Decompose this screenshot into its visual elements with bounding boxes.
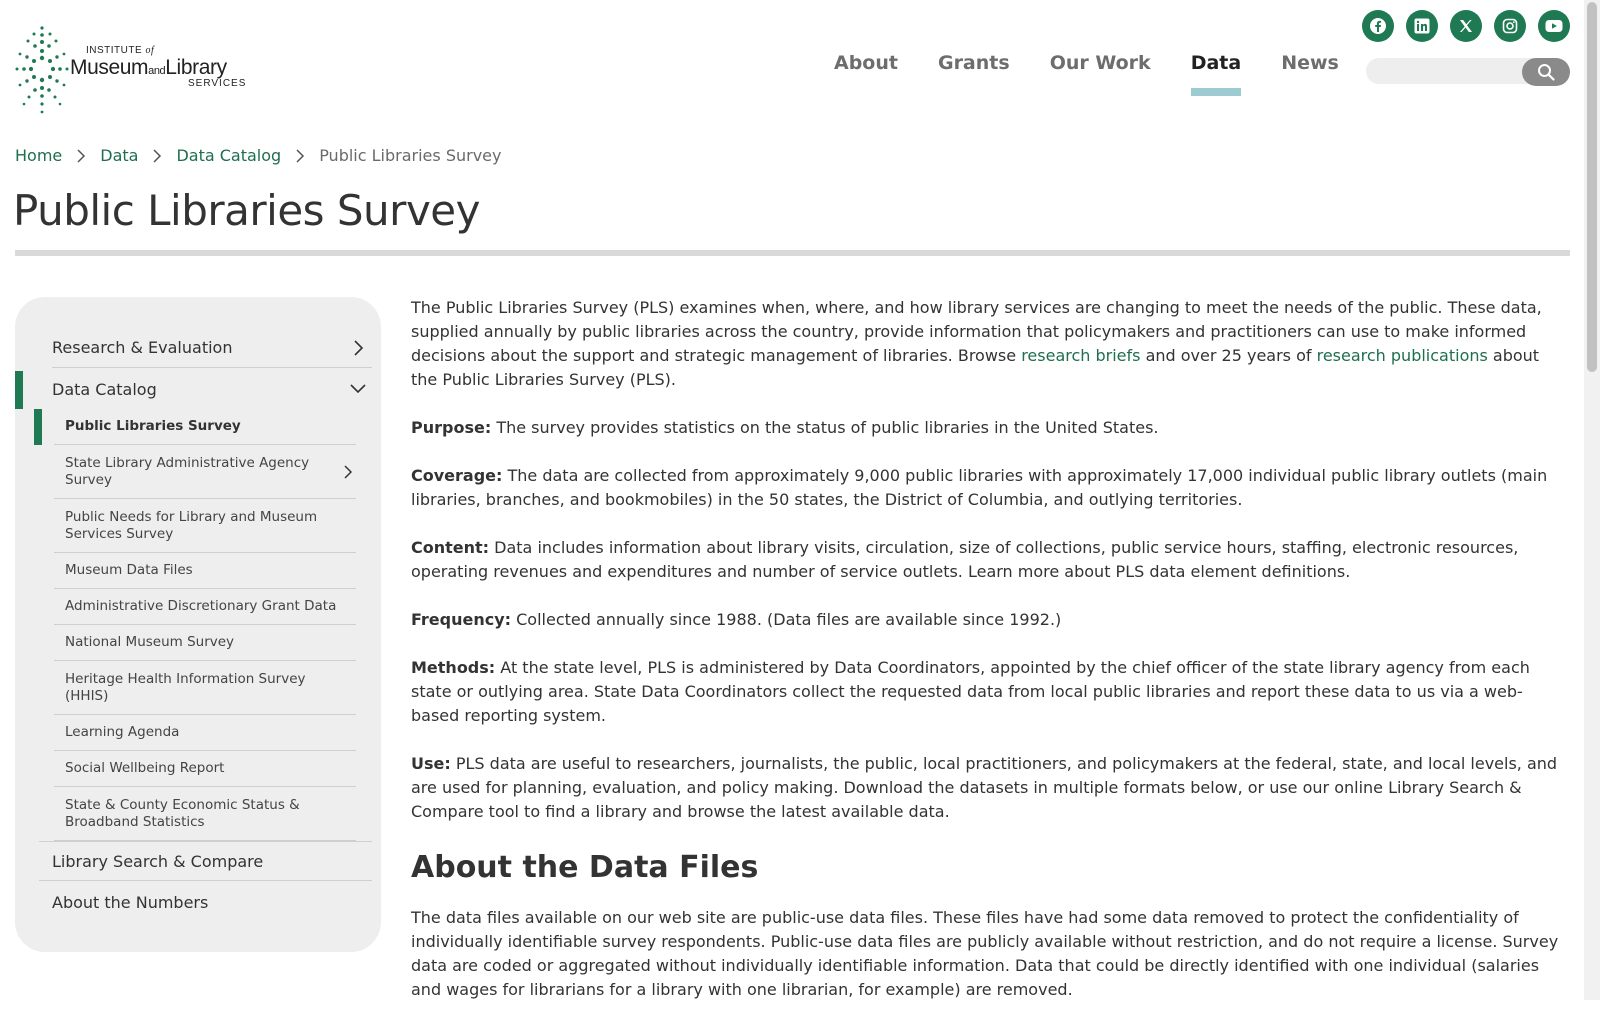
sidebar-item-label: Social Wellbeing Report: [65, 760, 225, 777]
sidebar-subitem-discretionary-grant-data[interactable]: [54, 589, 356, 625]
sidebar-subitem-public-needs-survey[interactable]: [54, 499, 356, 553]
search-button[interactable]: [1522, 58, 1570, 86]
title-divider: [15, 250, 1570, 256]
intro-text: about the Public Libraries Survey (PLS).: [411, 346, 1540, 389]
search-input[interactable]: [1366, 58, 1542, 84]
content-paragraph: [411, 536, 1561, 584]
sidebar-item-label: National Museum Survey: [65, 634, 235, 651]
sidebar-subitem-national-museum-survey[interactable]: [54, 625, 356, 661]
nav-our-work[interactable]: Our Work: [1049, 52, 1151, 74]
sidebar-subitem-learning-agenda[interactable]: [54, 715, 356, 751]
sidebar-subitem-hhis[interactable]: [54, 661, 356, 715]
sidebar-item-research-evaluation[interactable]: [52, 328, 372, 368]
active-section-bar: [15, 371, 23, 409]
purpose-paragraph: [411, 416, 1561, 440]
sidebar-item-label: Learning Agenda: [65, 724, 180, 741]
frequency-paragraph: [411, 608, 1561, 632]
sidebar-subitem-museum-data-files[interactable]: [54, 553, 356, 589]
breadcrumb-home[interactable]: Home: [15, 146, 63, 165]
intro-text: The Public Libraries Survey (PLS) examines when, where, and how library services are changing to meet the needs of the public. These data, supplied annually by public libraries across the country, provide information that policymakers and practitioners can use to make informed decisions about the support and strategic management of libraries. Browse: [411, 298, 1542, 365]
sidebar-subitem-social-wellbeing-report[interactable]: [54, 751, 356, 787]
breadcrumb-current: Public Libraries Survey: [319, 146, 502, 165]
use-text: PLS data are useful to researchers, journalists, the public, local practitioners, and policymakers at the federal, state, and local levels, and are used for planning, evaluation, and policy making. Download the datasets in multiple formats below, or use our online Library Search & Compare tool to find a library and browse the latest available data.: [411, 754, 1558, 821]
sidebar-item-label: Library Search & Compare: [52, 851, 264, 871]
sidebar-item-label: Museum Data Files: [65, 562, 193, 579]
nav-news[interactable]: News: [1281, 52, 1339, 74]
intro-paragraph: [411, 296, 1561, 392]
logo-burst-icon: [14, 24, 74, 116]
main-content: [411, 296, 1561, 1026]
coverage-label: Coverage:: [411, 466, 503, 485]
section-heading-data-files: About the Data Files: [411, 850, 759, 885]
social-links: [1362, 10, 1582, 42]
chevron-down-icon[interactable]: [348, 379, 368, 399]
methods-text: At the state level, PLS is administered by Data Coordinators, appointed by the chief officer of the state library agency from each state or outlying area. State Data Coordinators collect the requested data from local public libraries and report these data to us via a web-based reporting system.: [411, 658, 1530, 725]
sidebar-item-label: Public Needs for Library and Museum Services Survey: [65, 508, 318, 542]
search-icon: [1537, 63, 1555, 81]
methods-label: Methods:: [411, 658, 496, 677]
sidebar-item-label: About the Numbers: [52, 892, 209, 912]
nav-grants[interactable]: Grants: [937, 52, 1010, 74]
breadcrumb-data[interactable]: Data: [100, 146, 139, 165]
nav-data[interactable]: Data: [1191, 52, 1242, 84]
data-files-paragraph: The data files available on our web site are public-use data files. These files have had some data removed to protect the confidentiality of individually identifiable survey respondents. Public-use data files are publicly available without restriction, and do not require a license. Survey data are coded or aggregated without individually identifiable information. Data that could be directly identified with one individual (salaries and wages for librarians for a library with one librarian, for example) are removed.: [411, 908, 1559, 999]
use-label: Use:: [411, 754, 451, 773]
x-icon[interactable]: [1450, 10, 1482, 42]
sidebar-item-about-the-numbers[interactable]: [52, 882, 372, 922]
facebook-icon[interactable]: [1362, 10, 1394, 42]
breadcrumb: [15, 146, 501, 165]
intro-text: and over 25 years of: [1140, 346, 1317, 365]
use-paragraph: [411, 752, 1561, 824]
content-label: Content:: [411, 538, 490, 557]
sidebar-item-data-catalog[interactable]: [52, 369, 372, 409]
current-page-bar: [34, 409, 42, 445]
sidebar-item-label: Research & Evaluation: [52, 338, 233, 357]
scrollbar-thumb[interactable]: [1587, 2, 1597, 372]
content-text: Data includes information about library visits, circulation, size of collections, public service hours, staffing, electronic resources, operating revenues and expenditures and number of service outlets. Learn more about PLS data element definitions.: [411, 538, 1519, 581]
youtube-icon[interactable]: [1538, 10, 1570, 42]
instagram-icon[interactable]: [1494, 10, 1526, 42]
page-title: Public Libraries Survey: [13, 186, 480, 235]
logo-wordmark: INSTITUTE of MuseumandLibrary SERVICES: [70, 45, 247, 89]
sidebar-nav: [15, 297, 381, 952]
site-search: [1366, 58, 1570, 86]
sidebar-subitem-slaa-survey[interactable]: [54, 445, 356, 499]
research-publications-link[interactable]: research publications: [1316, 346, 1488, 365]
sidebar-item-label: Administrative Discretionary Grant Data: [65, 598, 337, 615]
page-scrollbar[interactable]: [1584, 0, 1600, 1000]
sidebar-item-label: State & County Economic Status & Broadband Statistics: [65, 796, 300, 830]
main-nav: [834, 52, 1379, 84]
sidebar-subitem-economic-broadband-stats[interactable]: [54, 787, 356, 841]
sidebar-item-library-search-compare[interactable]: [39, 841, 372, 881]
chevron-right-icon: [76, 149, 86, 163]
imls-logo[interactable]: [14, 24, 254, 116]
sidebar-item-label: Data Catalog: [52, 379, 157, 399]
chevron-right-icon: [152, 149, 162, 163]
frequency-label: Frequency:: [411, 610, 512, 629]
frequency-text: Collected annually since 1988. (Data files are available since 1992.): [511, 610, 1062, 629]
coverage-paragraph: [411, 464, 1561, 512]
chevron-right-icon[interactable]: [348, 338, 368, 358]
nav-about[interactable]: About: [834, 52, 898, 74]
sidebar-item-label: Heritage Health Information Survey (HHIS): [65, 670, 306, 704]
research-briefs-link[interactable]: research briefs: [1021, 346, 1141, 365]
linkedin-icon[interactable]: [1406, 10, 1438, 42]
purpose-label: Purpose:: [411, 418, 492, 437]
coverage-text: The data are collected from approximately 9,000 public libraries with approximately 17,000 individual public library outlets (main libraries, branches, and bookmobiles) in the 50 states, the District of Columbia, and outlying territories.: [411, 466, 1548, 509]
chevron-right-icon[interactable]: [338, 465, 356, 479]
sidebar-subitem-public-libraries-survey[interactable]: [54, 409, 356, 445]
sidebar-item-label: Public Libraries Survey: [65, 418, 241, 435]
purpose-text: The survey provides statistics on the status of public libraries in the United States.: [491, 418, 1159, 437]
sidebar-item-label: State Library Administrative Agency Survey: [65, 454, 310, 488]
chevron-right-icon: [295, 149, 305, 163]
breadcrumb-data-catalog[interactable]: Data Catalog: [176, 146, 282, 165]
methods-paragraph: [411, 656, 1561, 728]
